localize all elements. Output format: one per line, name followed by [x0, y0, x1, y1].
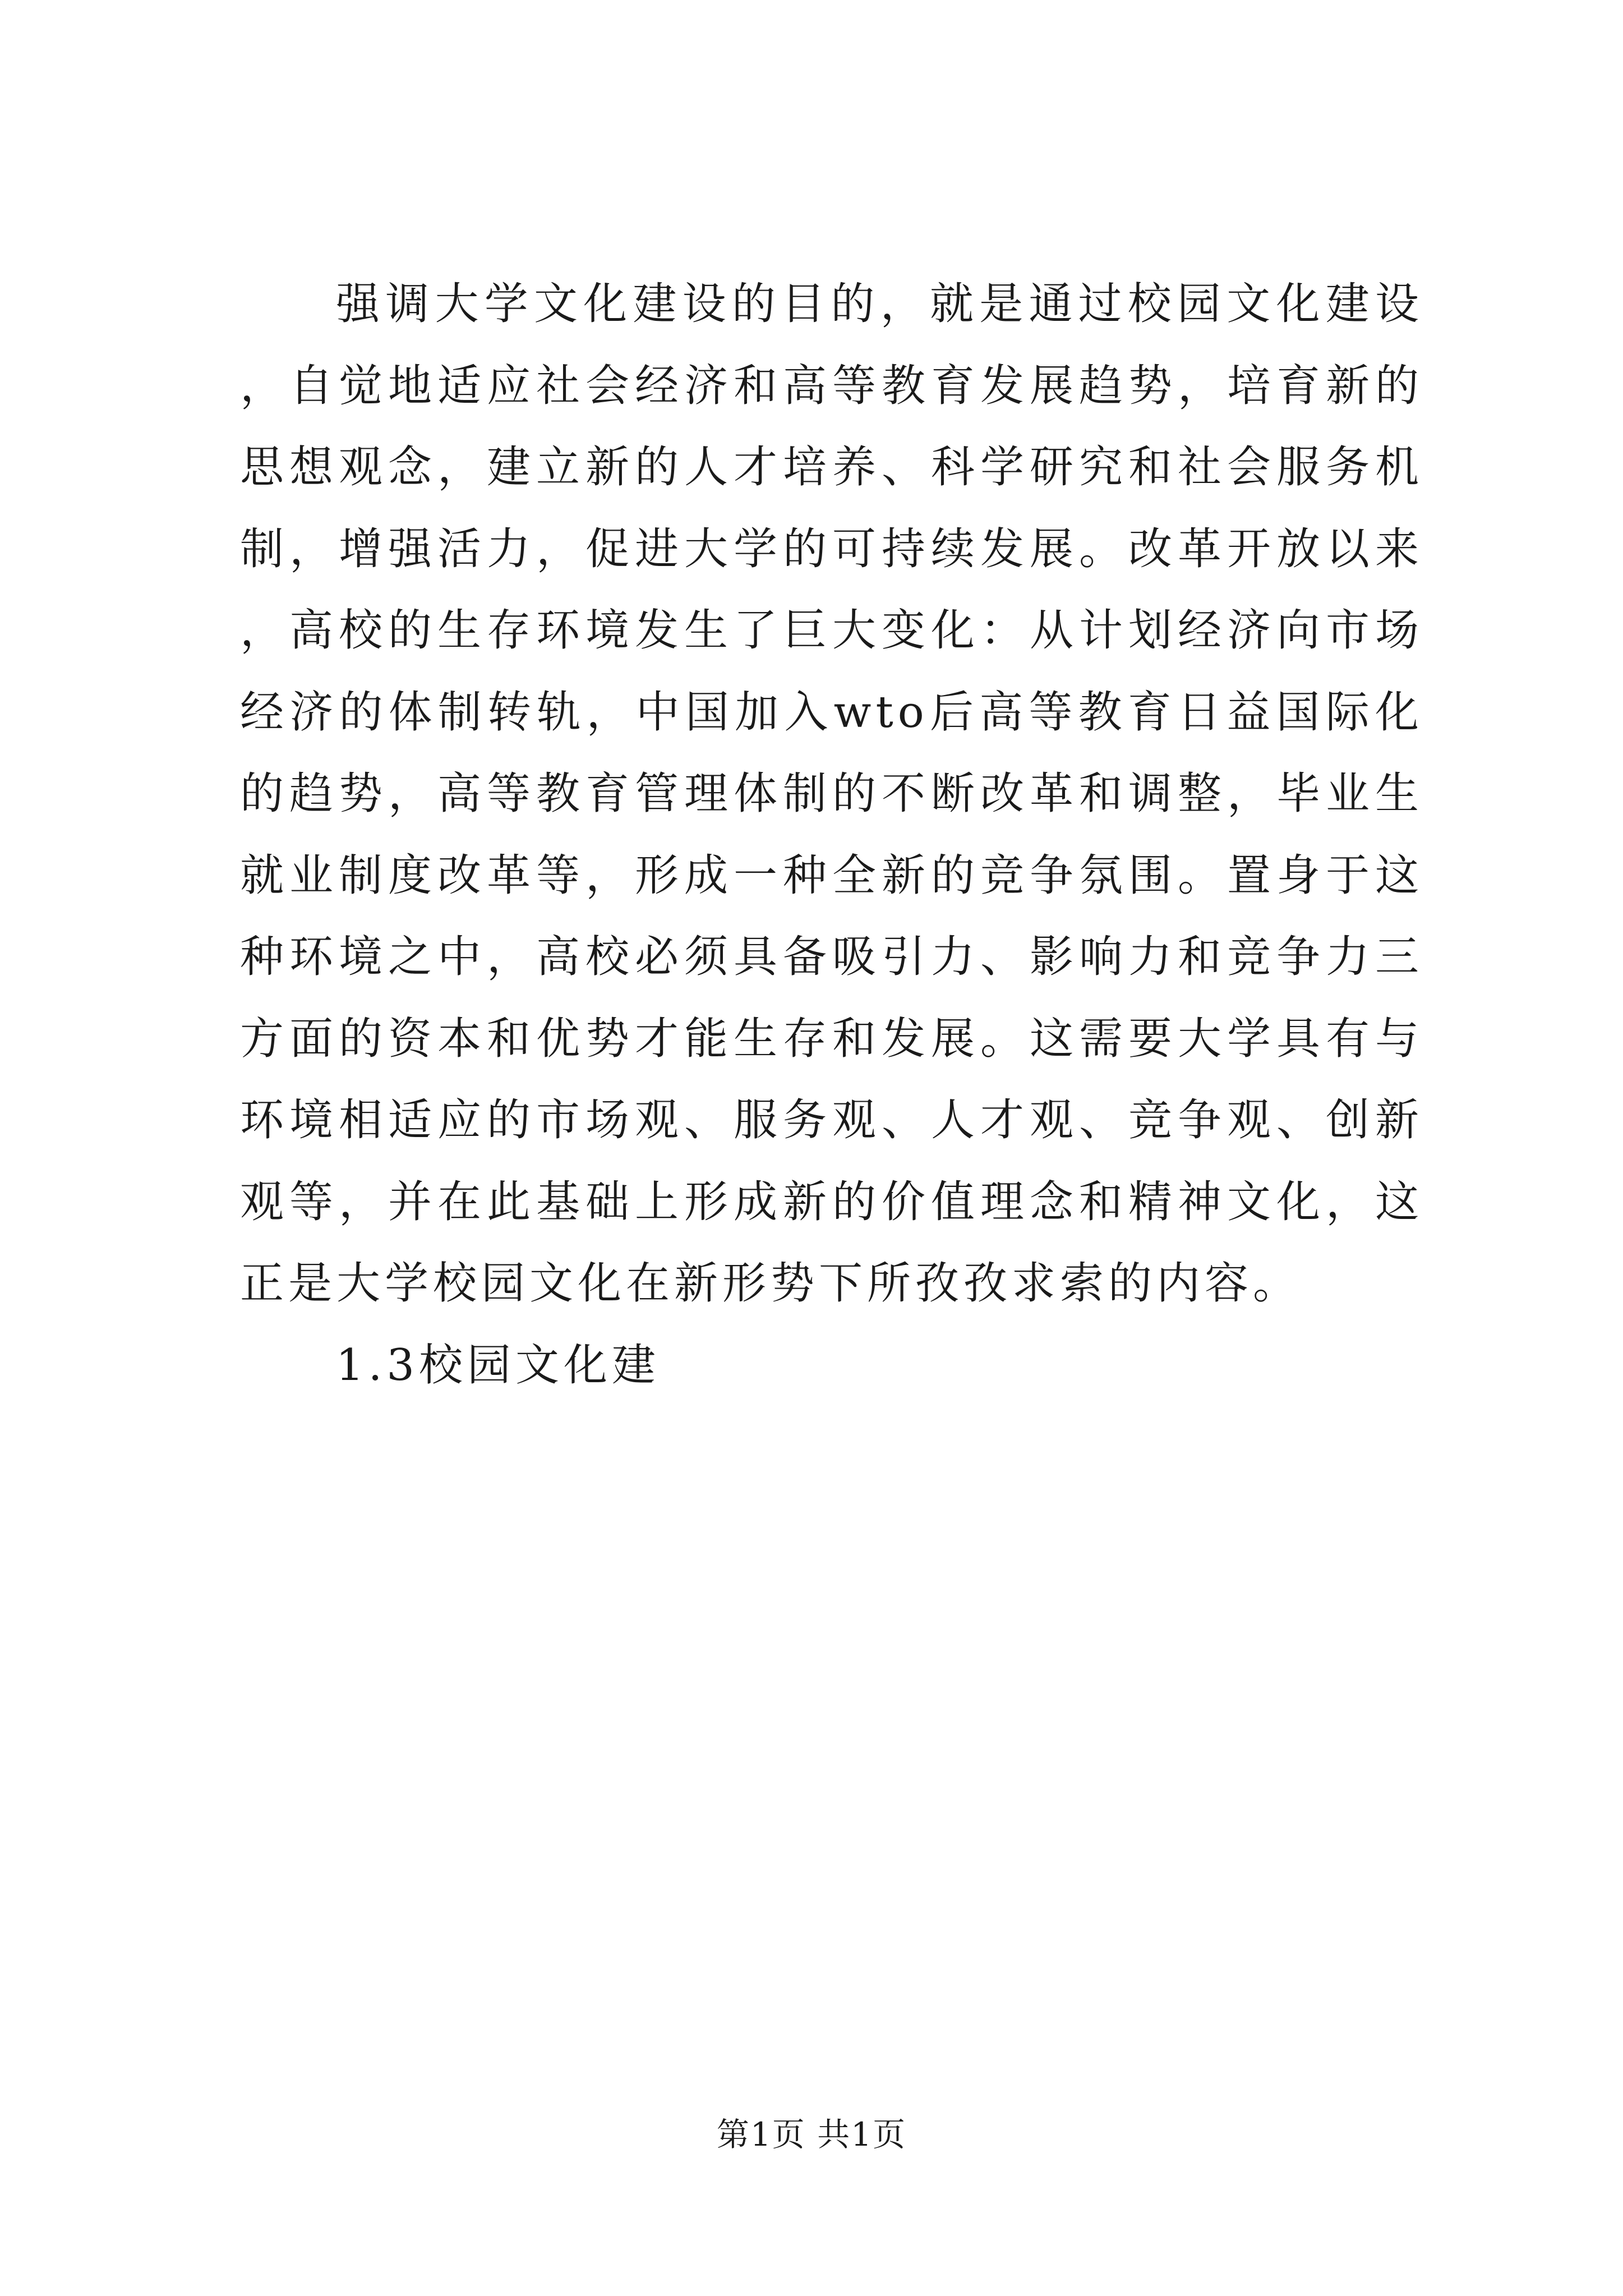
body-paragraph: 强调大学文化建设的目的，就是通过校园文化建设，自觉地适应社会经济和高等教育发展趋势，培育新的思想观念，建立新的人才培养、科学研究和社会服务机制，增强活力，促进大学的可持续发展。改革开放以来，高校的生存环境发生了巨大变化：从计划经济向市场经济的体制转轨，中国加入wto后高等教育日益国际化的趋势，高等教育管理体制的不断改革和调整，毕业生就业制度改革等，形成一种全新的竞争氛围。置身于这种环境之中，高校必须具备吸引力、影响力和竞争力三方面的资本和优势才能生存和发展。这需要大学具有与环境相适应的市场观、服务观、人才观、竞争观、创新观等，并在此基础上形成新的价值理念和精神文化，这正是大学校园文化在新形势下所孜孜求索的内容。 [240, 279, 1423, 1309]
section-heading: 1.3校园文化建 [336, 1340, 661, 1391]
document-body [240, 264, 1423, 1406]
page-footer: 第1页 共1页 [716, 2115, 907, 2154]
